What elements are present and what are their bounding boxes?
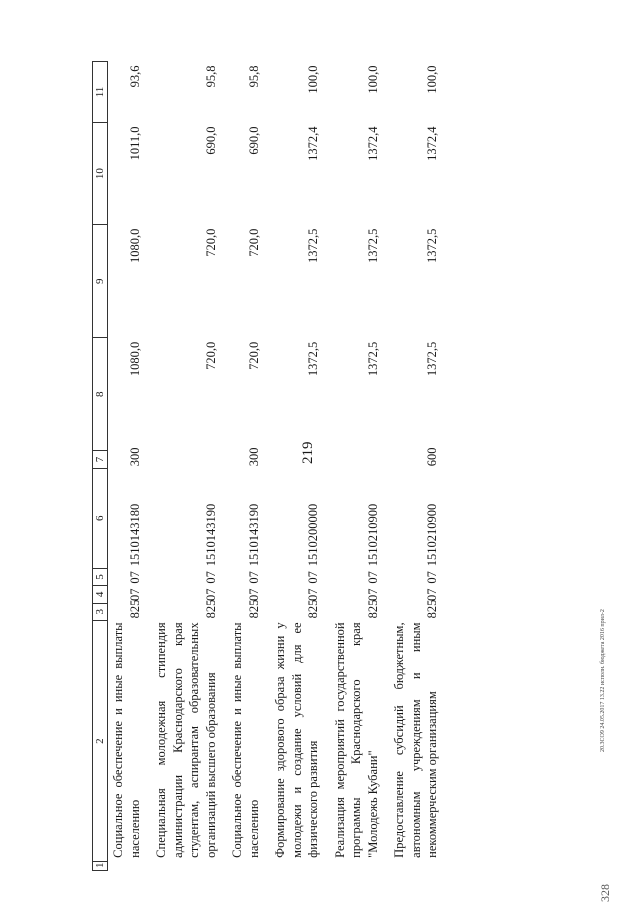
table-row (270, 62, 330, 871)
cell-c8: 1372,5 (306, 341, 320, 377)
cell-c9: 720,0 (203, 228, 218, 257)
page-number: 219 (300, 441, 316, 464)
cell-c9: 720,0 (246, 228, 261, 257)
row-description: Специальная молодежная стипендия администрации Краснодарского края студентам, аспирантам образовательных организаций высшего образования (154, 622, 218, 858)
cell-c5: 07 (425, 571, 439, 584)
header-col-4: 4 (93, 586, 108, 603)
header-col-9: 9 (93, 225, 108, 338)
cell-c5: 07 (127, 571, 142, 584)
cell-c11: 95,8 (246, 65, 261, 88)
cell-c9: 1372,5 (365, 228, 380, 264)
cell-c9: 1372,5 (306, 228, 320, 264)
header-col-8: 8 (93, 338, 108, 451)
cell-c8: 1080,0 (127, 341, 142, 377)
cell-c8: 1372,5 (425, 341, 439, 377)
row-description: Формирование здорового образа жизни у молодежи и создание условий для ее физического развития (273, 622, 320, 858)
cell-c8: 1372,5 (365, 341, 380, 377)
cell-c10: 1011,0 (127, 126, 142, 161)
cell-c6: 1510210900 (365, 503, 380, 567)
cell-c7: 600 (425, 447, 439, 467)
table-row (389, 62, 449, 871)
cell-c8: 720,0 (246, 341, 261, 370)
row-description: Социальное обеспечение и иные выплаты населению (230, 622, 261, 858)
cell-c10: 1372,4 (425, 126, 439, 161)
cell-c6: 1510200000 (306, 503, 320, 567)
document-stamp: 20.3СО9 24.05.2017 13.22 исполн. бюджета 2016 прил-2 (600, 609, 606, 752)
budget-table (92, 61, 449, 871)
cell-c11: 93,6 (127, 65, 142, 88)
table-row (151, 62, 227, 871)
cell-c4: 07 (425, 588, 439, 602)
cell-c3: 825 (127, 599, 142, 619)
budget-table-wrapper (92, 61, 538, 871)
cell-c9: 1372,5 (425, 228, 439, 264)
cell-c4: 07 (306, 588, 320, 602)
cell-c8: 720,0 (203, 341, 218, 370)
cell-c10: 690,0 (246, 126, 261, 155)
row-description: Предоставление субсидий бюджетным, автономным учреждениям и иным некоммерческим организациям (392, 622, 439, 858)
cell-c6: 1510143190 (203, 503, 218, 567)
cell-c5: 07 (246, 571, 261, 584)
cell-c5: 07 (203, 571, 218, 584)
cell-c9: 1080,0 (127, 228, 142, 264)
header-col-7: 7 (93, 451, 108, 468)
cell-c3: 825 (425, 599, 439, 619)
table-row (108, 62, 152, 871)
cell-c3: 825 (365, 599, 380, 619)
cell-c6: 1510210900 (425, 503, 439, 567)
table-row (330, 62, 390, 871)
cell-c10: 1372,4 (365, 126, 380, 161)
header-row (93, 62, 108, 871)
cell-c5: 07 (306, 571, 320, 584)
cell-c11: 95,8 (203, 65, 218, 88)
cell-c11: 100,0 (425, 65, 439, 94)
cell-c7 (270, 451, 330, 468)
header-col-3: 3 (93, 603, 108, 620)
cell-c6: 1510143190 (246, 503, 261, 567)
header-col-5: 5 (93, 568, 108, 585)
cell-c7: 300 (246, 447, 261, 467)
header-col-10: 10 (93, 122, 108, 224)
cell-c6: 1510143180 (127, 503, 142, 567)
cell-c4: 07 (127, 588, 142, 602)
header-col-2: 2 (93, 620, 108, 861)
cell-c7: 300 (127, 447, 142, 467)
cell-c10: 690,0 (203, 126, 218, 155)
cell-c4: 07 (203, 588, 218, 602)
corner-mark: 328 (598, 884, 612, 902)
header-col-6: 6 (93, 468, 108, 568)
cell-c3: 825 (203, 599, 218, 619)
cell-c7 (330, 451, 390, 468)
cell-c11: 100,0 (365, 65, 380, 94)
cell-c10: 1372,4 (306, 126, 320, 161)
cell-c4: 07 (365, 588, 380, 602)
cell-c3: 825 (246, 599, 261, 619)
cell-c11: 100,0 (306, 65, 320, 94)
cell-c5: 07 (365, 571, 380, 584)
header-col-1: 1 (93, 862, 108, 871)
cell-c3: 825 (306, 599, 320, 619)
row-description: Реализация мероприятий государственной программы Краснодарского края "Молодежь Кубани" (332, 622, 380, 858)
header-col-11: 11 (93, 62, 108, 123)
table-row (227, 62, 270, 871)
cell-c4: 07 (246, 588, 261, 602)
row-description: Социальное обеспечение и иные выплаты населению (111, 622, 142, 858)
cell-c7 (151, 451, 227, 468)
